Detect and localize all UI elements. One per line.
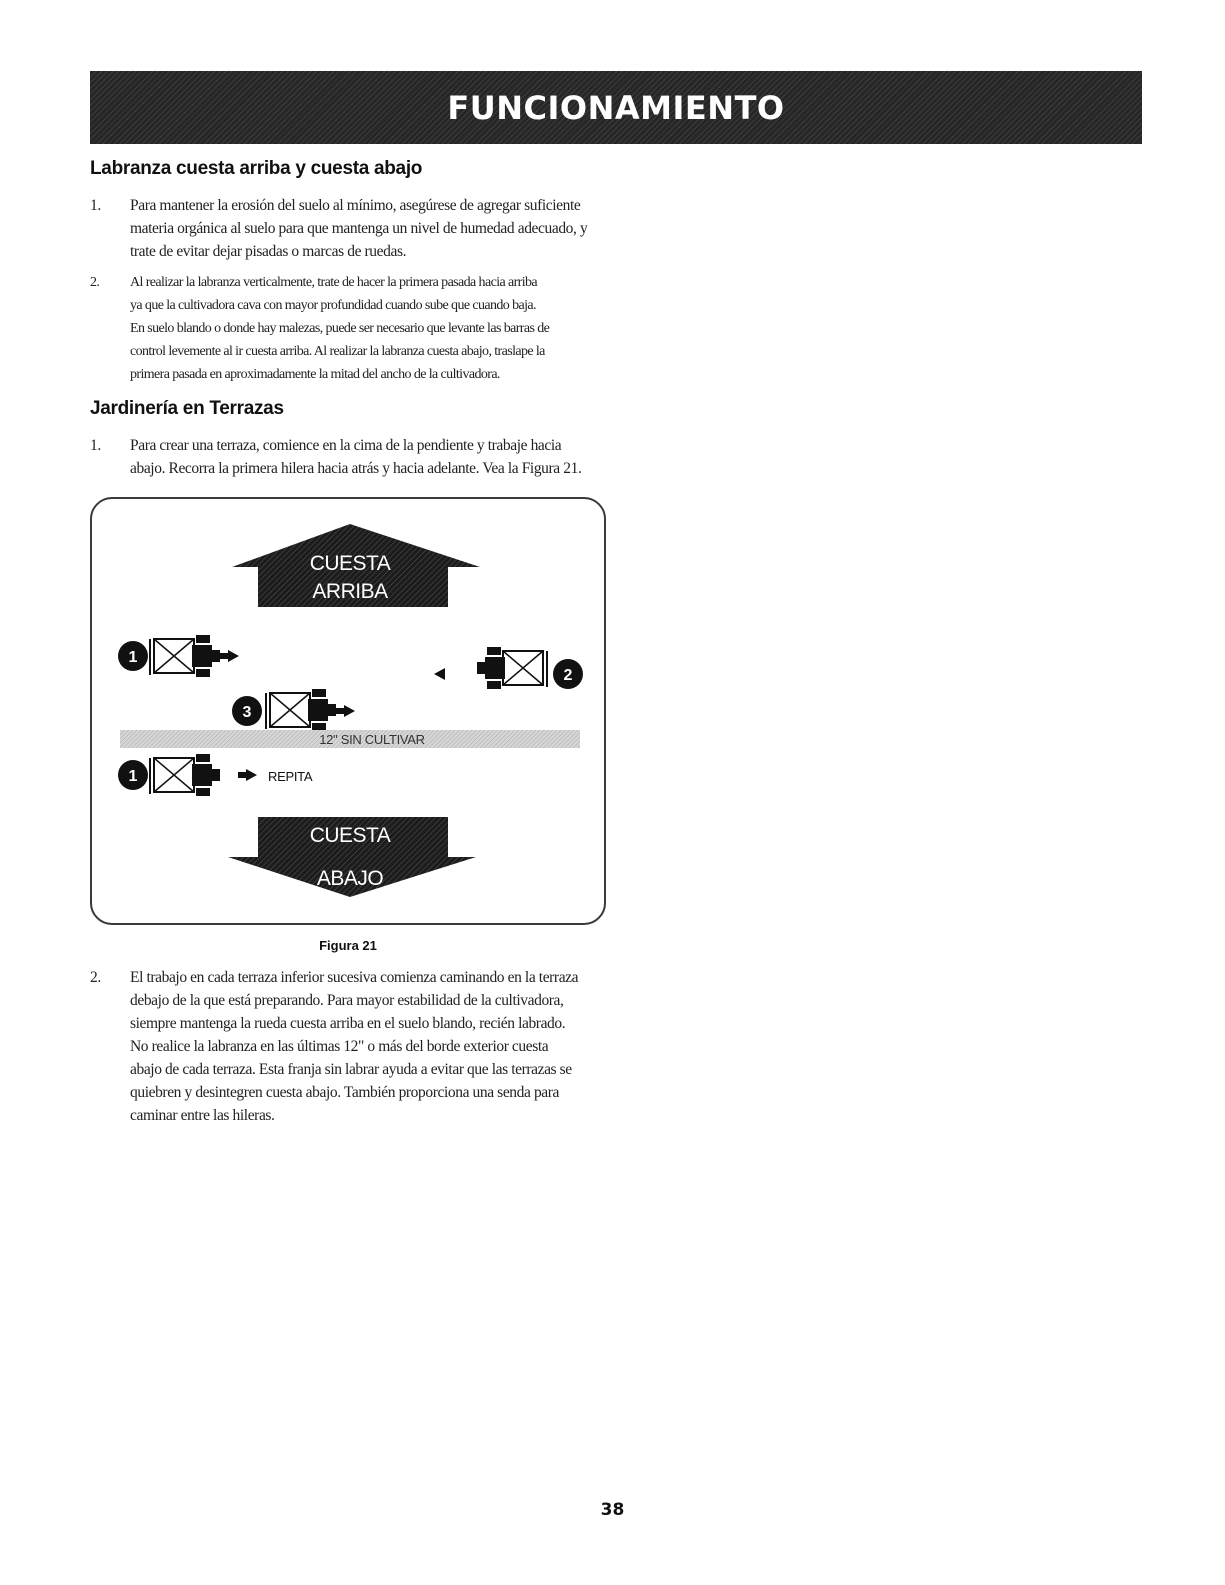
- tiller-pass-1: [118, 635, 239, 677]
- strip-label: 12" SIN CULTIVAR: [319, 732, 425, 747]
- untilled-strip: [120, 730, 580, 748]
- section-heading: Jardinería en Terrazas: [90, 398, 284, 419]
- uphill-label-line2: ARRIBA: [312, 580, 388, 603]
- figure-21: [90, 497, 606, 925]
- list-text: [130, 271, 610, 386]
- text-line: trate de evitar dejar pisadas o marcas de ruedas.: [130, 243, 407, 260]
- text-line: materia orgánica al suelo para que mantenga un nivel de humedad adecuado, y: [130, 220, 588, 237]
- text-line: abajo. Recorra la primera hilera hacia atrás y hacia adelante. Vea la Figura 21.: [130, 460, 582, 477]
- page-number: 38: [600, 1500, 625, 1520]
- text-line: control levemente al ir cuesta arriba. Al realizar la labranza cuesta abajo, traslape la: [130, 344, 545, 359]
- section-uphill-downhill: [90, 158, 610, 386]
- text-line: abajo de cada terraza. Esta franja sin labrar ayuda a evitar que las terrazas se: [130, 1061, 572, 1078]
- list-item: [90, 271, 610, 386]
- text-line: Para mantener la erosión del suelo al mínimo, asegúrese de agregar suficiente: [130, 197, 581, 214]
- text-column: [90, 158, 610, 488]
- list-item: [90, 194, 610, 263]
- list-item: [90, 966, 620, 1127]
- list-number: 2.: [90, 969, 101, 986]
- uphill-arrow: [232, 524, 480, 607]
- list-number: 2.: [90, 275, 100, 290]
- text-line: El trabajo en cada terraza inferior sucesiva comienza caminando en la terraza: [130, 969, 579, 986]
- section-banner: [90, 71, 1142, 144]
- repeat-label: REPITA: [268, 769, 313, 784]
- list-text: [130, 434, 610, 480]
- text-line: En suelo blando o donde hay malezas, puede ser necesario que levante las barras de: [130, 321, 550, 336]
- text-line: debajo de la que está preparando. Para mayor estabilidad de la cultivadora,: [130, 992, 564, 1009]
- tiller-pass-3: [232, 689, 355, 731]
- downhill-label-line1: CUESTA: [309, 824, 391, 847]
- step-badge: 2: [563, 667, 573, 684]
- text-line: siempre mantenga la rueda cuesta arriba en el suelo blando, recién labrado.: [130, 1015, 566, 1032]
- downhill-label-line2: ABAJO: [316, 867, 384, 890]
- step-badge: 3: [242, 704, 252, 721]
- text-line: Para crear una terraza, comience en la cima de la pendiente y trabaje hacia: [130, 437, 562, 454]
- text-line: quiebren y desintegren cuesta abajo. También proporciona una senda para: [130, 1084, 560, 1101]
- text-line: caminar entre las hileras.: [130, 1107, 275, 1124]
- list-number: 1.: [90, 437, 101, 454]
- figure-caption: Figura 21: [319, 938, 377, 953]
- list-text: [130, 966, 620, 1127]
- tiller-pass-2: [434, 647, 583, 689]
- list-text: [130, 194, 610, 263]
- list-number: 1.: [90, 197, 101, 214]
- list-item: [90, 434, 610, 480]
- step-badge: 1: [128, 649, 138, 666]
- banner-title: FUNCIONAMIENTO: [447, 88, 785, 127]
- text-line: ya que la cultivadora cava con mayor profundidad cuando sube que cuando baja.: [130, 298, 536, 313]
- tiller-repeat: [118, 754, 313, 796]
- text-line: Al realizar la labranza verticalmente, trate de hacer la primera pasada hacia arriba: [130, 275, 538, 290]
- uphill-label-line1: CUESTA: [309, 552, 391, 575]
- text-line: primera pasada en aproximadamente la mitad del ancho de la cultivadora.: [130, 367, 500, 382]
- section-heading: Labranza cuesta arriba y cuesta abajo: [90, 158, 423, 179]
- step-badge: 1: [128, 768, 138, 785]
- text-line: No realice la labranza en las últimas 12" o más del borde exterior cuesta: [130, 1038, 549, 1055]
- downhill-arrow: [228, 817, 476, 897]
- section-terrace: [90, 398, 610, 480]
